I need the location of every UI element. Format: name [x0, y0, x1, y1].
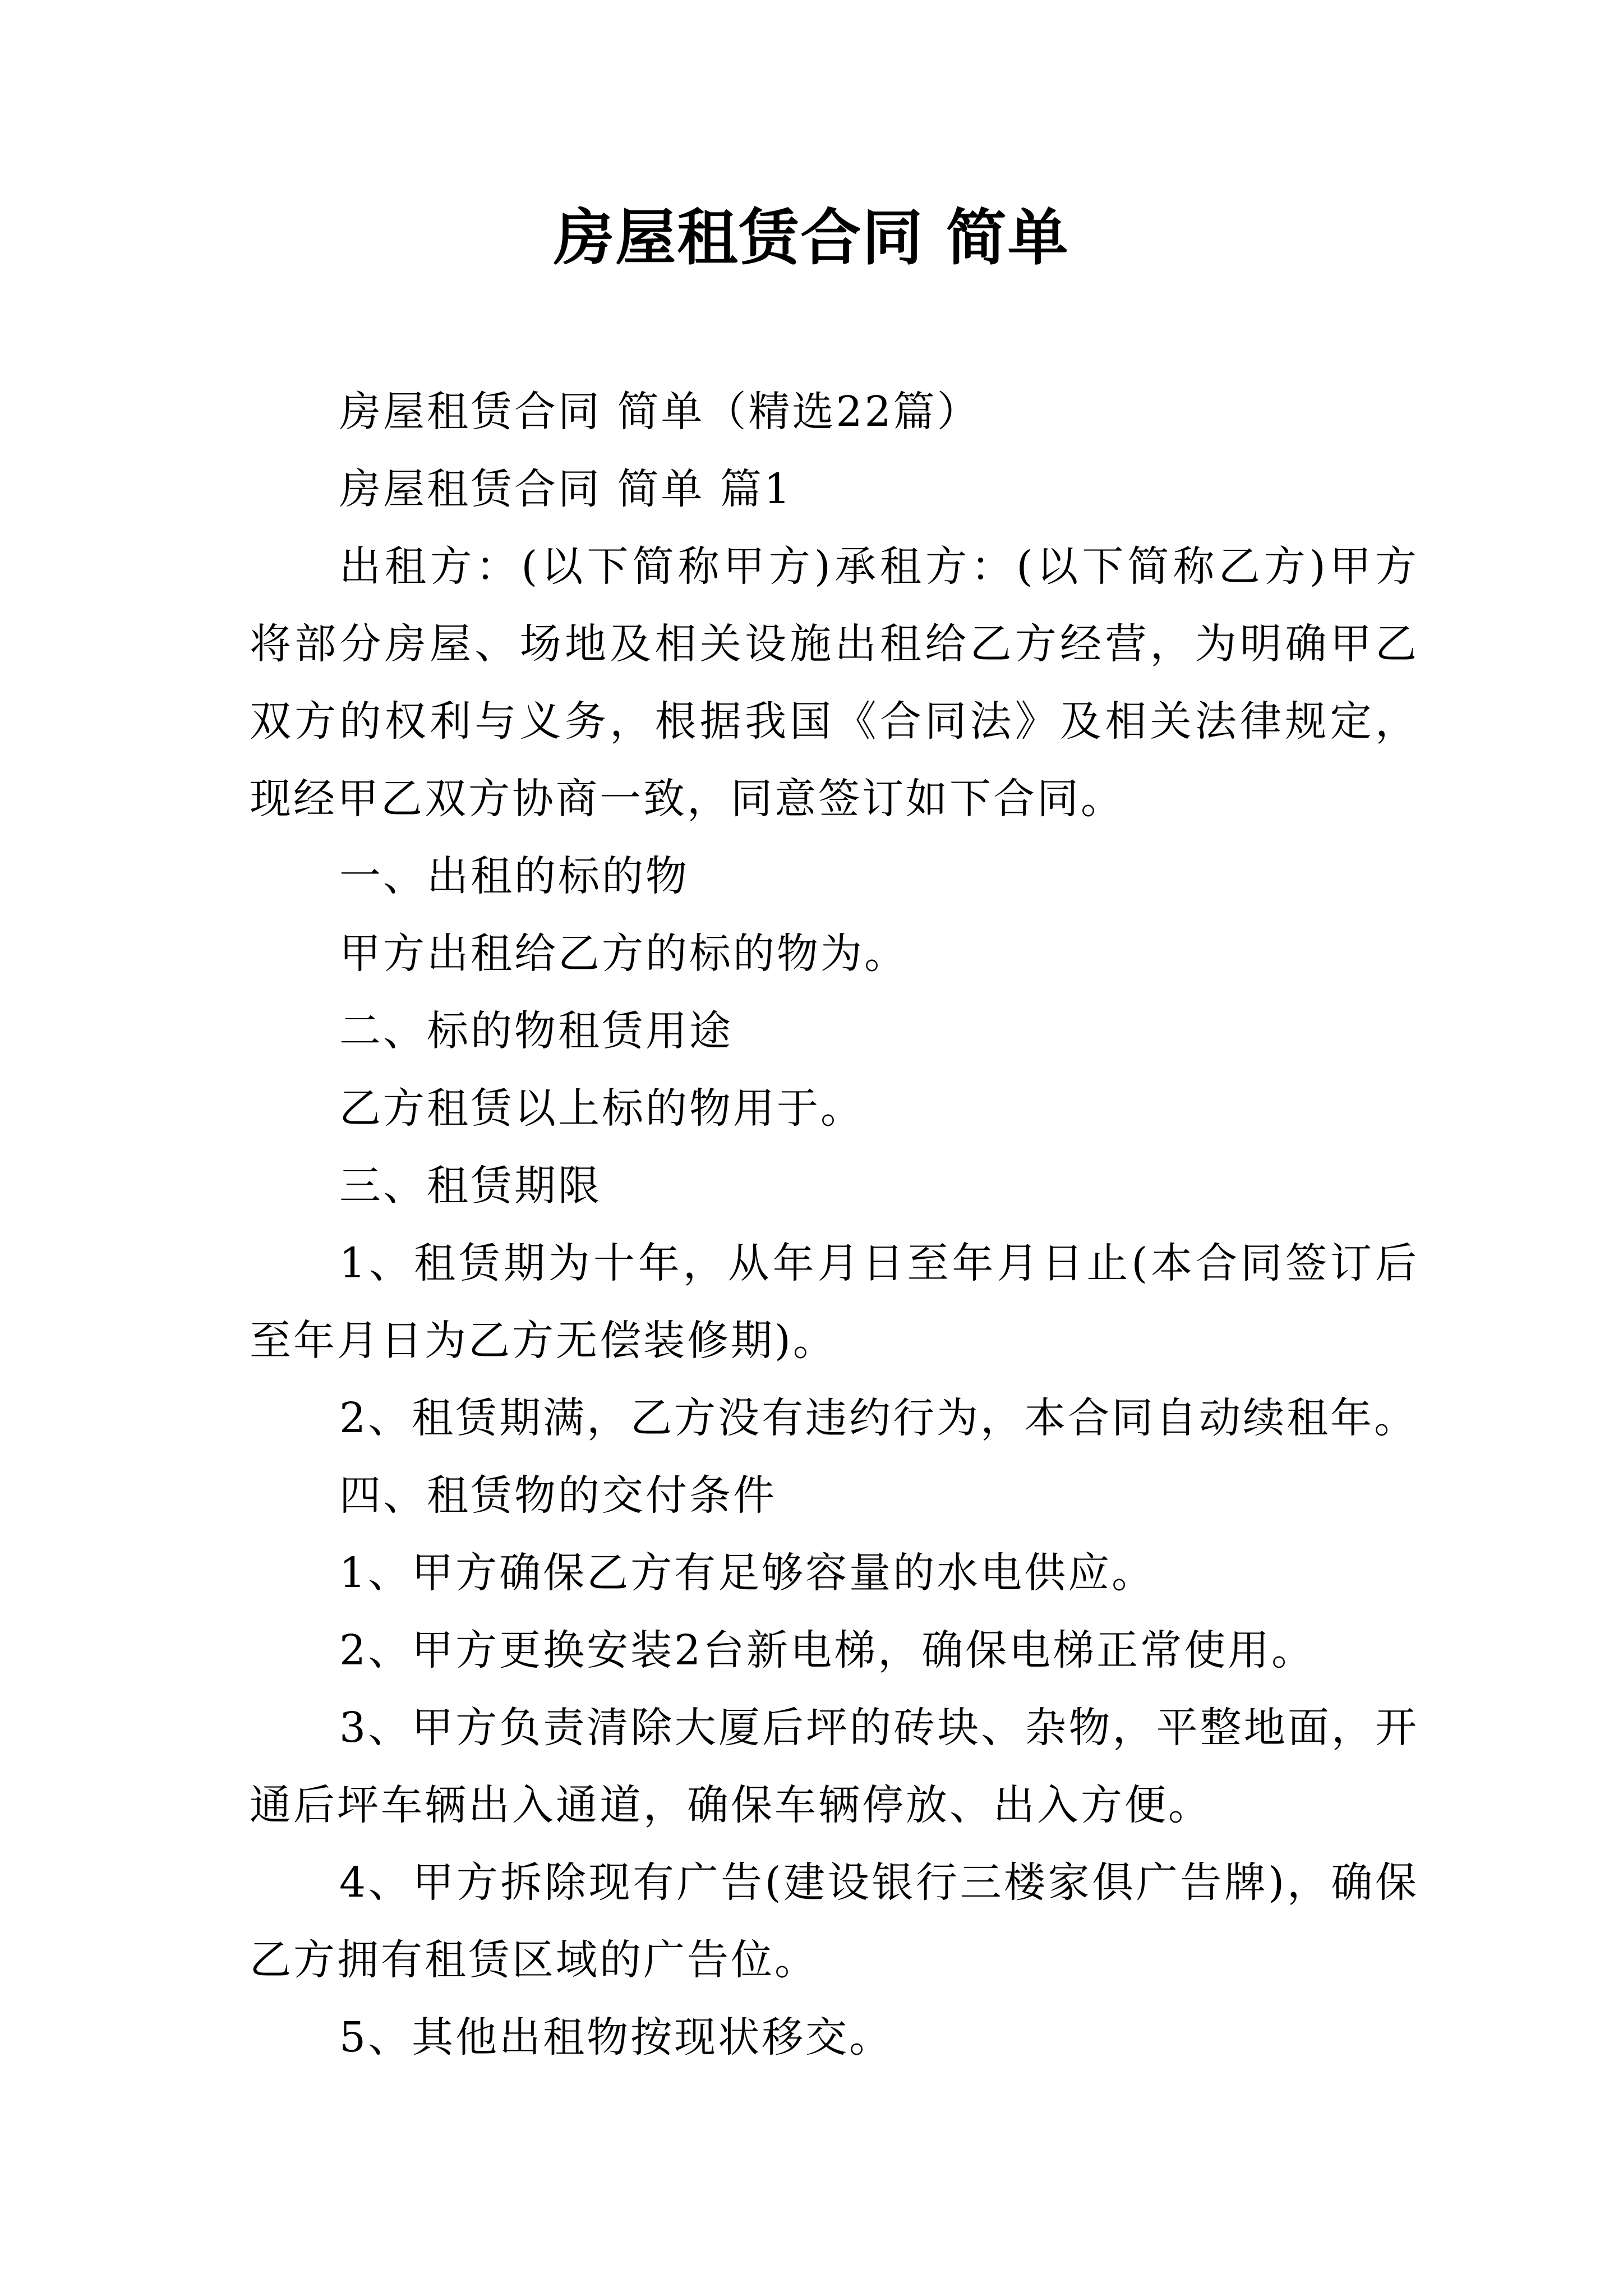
document-title: 房屋租赁合同 简单	[554, 203, 1069, 273]
paragraph: 乙方租赁以上标的物用于。	[339, 1084, 864, 1133]
paragraph-heading-3: 三、租赁期限	[339, 1162, 602, 1210]
paragraph-heading-1: 一、出租的标的物	[339, 852, 689, 900]
paragraph: 甲方出租给乙方的标的物为。	[339, 930, 908, 978]
paragraph-clause: 1、甲方确保乙方有足够容量的水电供应。	[339, 1549, 1156, 1597]
paragraph-clause: 4、甲方拆除现有广告(建设银行三楼家俱广告牌)，确保乙方拥有租赁区域的广告位。	[250, 1858, 1419, 1984]
paragraph-clause: 1、租赁期为十年，从年月日至年月日止(本合同签订后至年月日为乙方无偿装修期)。	[250, 1239, 1419, 1365]
paragraph-clause: 3、甲方负责清除大厦后坪的砖块、杂物，平整地面，开通后坪车辆出入通道，确保车辆停放、出入方便。	[250, 1704, 1419, 1829]
paragraph-subtitle: 房屋租赁合同 简单（精选22篇）	[339, 388, 981, 436]
paragraph-clause: 2、租赁期满，乙方没有违约行为，本合同自动续租年。	[339, 1394, 1418, 1442]
paragraph-heading-2: 二、标的物租赁用途	[339, 1007, 733, 1055]
document-body	[250, 373, 1419, 2076]
paragraph-clause: 5、其他出租物按现状移交。	[339, 2013, 893, 2062]
paragraph-heading-4: 四、租赁物的交付条件	[339, 1471, 777, 1520]
paragraph-section-heading: 房屋租赁合同 简单 篇1	[339, 465, 793, 513]
paragraph-clause: 2、甲方更换安装2台新电梯，确保电梯正常使用。	[339, 1626, 1316, 1674]
paragraph-preamble: 出租方：(以下简称甲方)承租方：(以下简称乙方)甲方将部分房屋、场地及相关设施出租给乙方经营，为明确甲乙双方的权利与义务，根据我国《合同法》及相关法律规定，现经甲乙双方协商一致，同意签订如下合同。	[250, 542, 1419, 823]
